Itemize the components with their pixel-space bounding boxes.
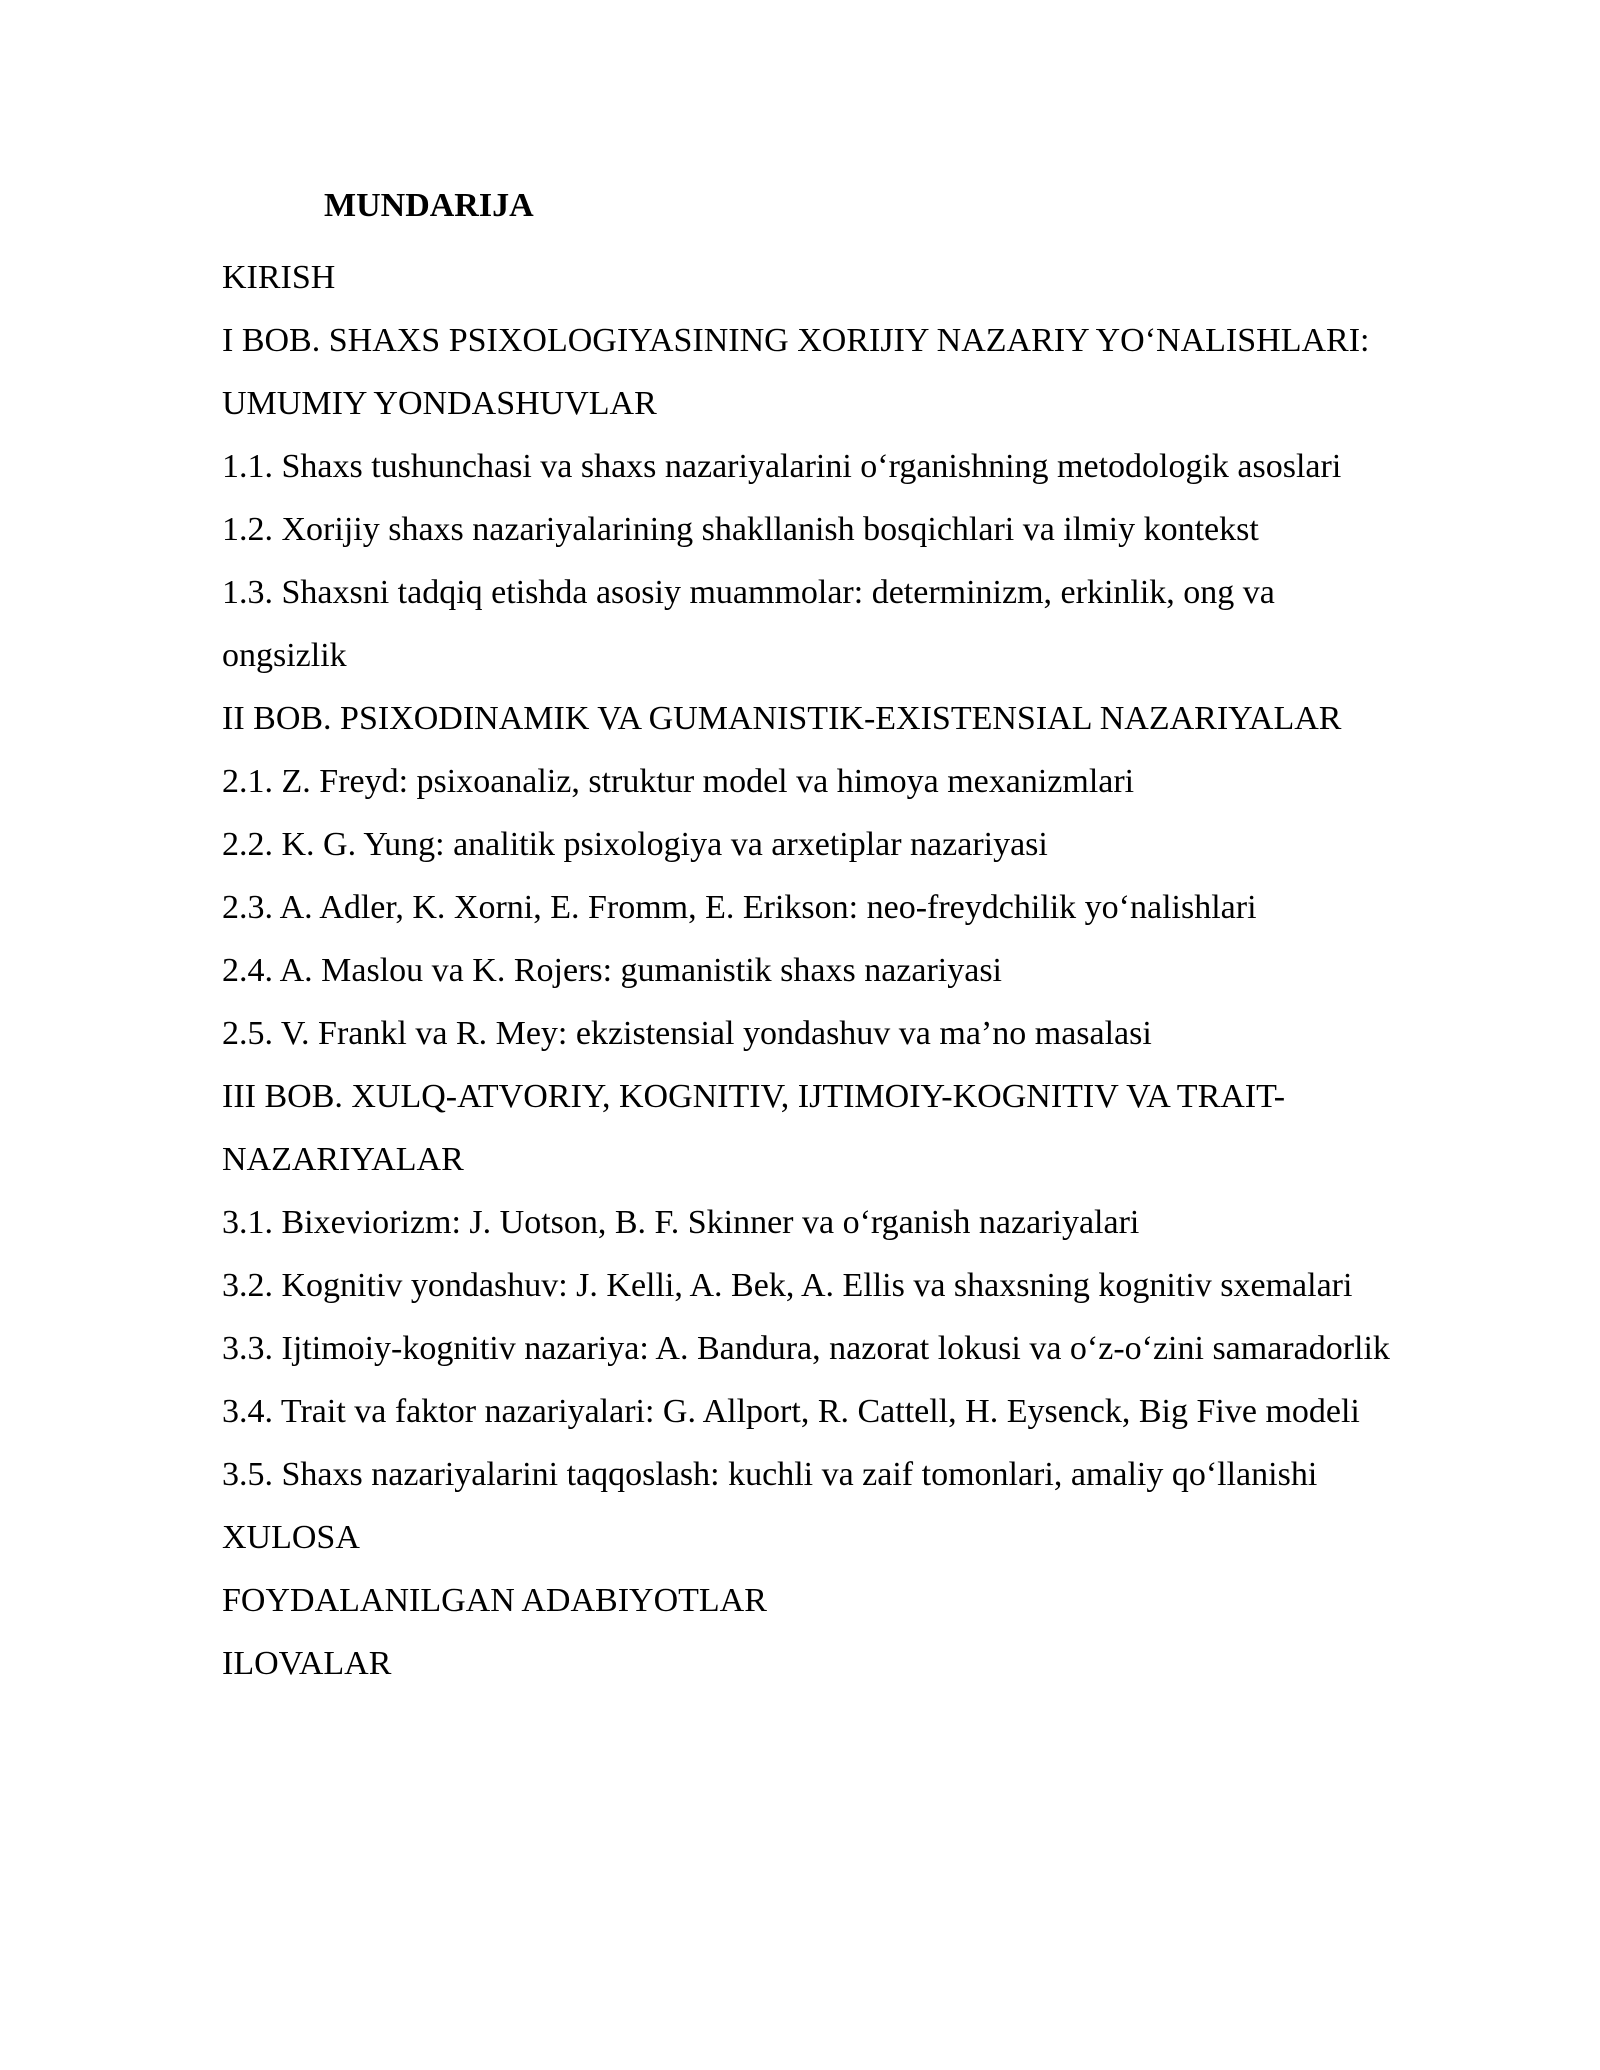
toc-line: 3.3. Ijtimoiy-kognitiv nazariya: A. Bandura, nazorat lokusi va o‘z-o‘zini samaradorlik bbox=[222, 1330, 1390, 1367]
toc-line: III BOB. XULQ-ATVORIY, KOGNITIV, IJTIMOIY-KOGNITIV VA TRAIT- bbox=[222, 1078, 1286, 1115]
toc-line: II BOB. PSIXODINAMIK VA GUMANISTIK-EXISTENSIAL NAZARIYALAR bbox=[222, 700, 1342, 737]
toc-line: NAZARIYALAR bbox=[222, 1141, 464, 1178]
toc-line: 3.2. Kognitiv yondashuv: J. Kelli, A. Bek, A. Ellis va shaxsning kognitiv sxemalari bbox=[222, 1267, 1353, 1304]
toc-line: ongsizlik bbox=[222, 637, 347, 674]
toc-line: KIRISH bbox=[222, 259, 336, 296]
toc-line: 2.1. Z. Freyd: psixoanaliz, struktur model va himoya mexanizmlari bbox=[222, 763, 1135, 800]
toc-line: 1.2. Xorijiy shaxs nazariyalarining shakllanish bosqichlari va ilmiy kontekst bbox=[222, 511, 1259, 548]
toc-line: 3.5. Shaxs nazariyalarini taqqoslash: kuchli va zaif tomonlari, amaliy qo‘llanishi bbox=[222, 1456, 1318, 1493]
toc-line: 1.3. Shaxsni tadqiq etishda asosiy muammolar: determinizm, erkinlik, ong va bbox=[222, 574, 1275, 611]
toc-line: ILOVALAR bbox=[222, 1645, 392, 1682]
toc-line: 1.1. Shaxs tushunchasi va shaxs nazariyalarini o‘rganishning metodologik asoslari bbox=[222, 448, 1342, 485]
toc-line: UMUMIY YONDASHUVLAR bbox=[222, 385, 657, 422]
toc-line: 2.4. A. Maslou va K. Rojers: gumanistik shaxs nazariyasi bbox=[222, 952, 1003, 989]
toc-line: 2.3. A. Adler, K. Xorni, E. Fromm, E. Erikson: neo-freydchilik yo‘nalishlari bbox=[222, 889, 1257, 926]
toc-line: 3.1. Bixeviorizm: J. Uotson, B. F. Skinner va o‘rganish nazariyalari bbox=[222, 1204, 1140, 1241]
toc-line: 3.4. Trait va faktor nazariyalari: G. Allport, R. Cattell, H. Eysenck, Big Five modeli bbox=[222, 1393, 1360, 1430]
table-of-contents bbox=[222, 246, 1512, 1695]
toc-line: 2.5. V. Frankl va R. Mey: ekzistensial yondashuv va ma’no masalasi bbox=[222, 1015, 1152, 1052]
toc-line: I BOB. SHAXS PSIXOLOGIYASINING XORIJIY NAZARIY YO‘NALISHLARI: bbox=[222, 322, 1370, 359]
toc-line: FOYDALANILGAN ADABIYOTLAR bbox=[222, 1582, 767, 1619]
toc-line: XULOSA bbox=[222, 1519, 360, 1556]
page-title: MUNDARIJA bbox=[324, 187, 534, 224]
toc-line: 2.2. K. G. Yung: analitik psixologiya va arxetiplar nazariyasi bbox=[222, 826, 1048, 863]
